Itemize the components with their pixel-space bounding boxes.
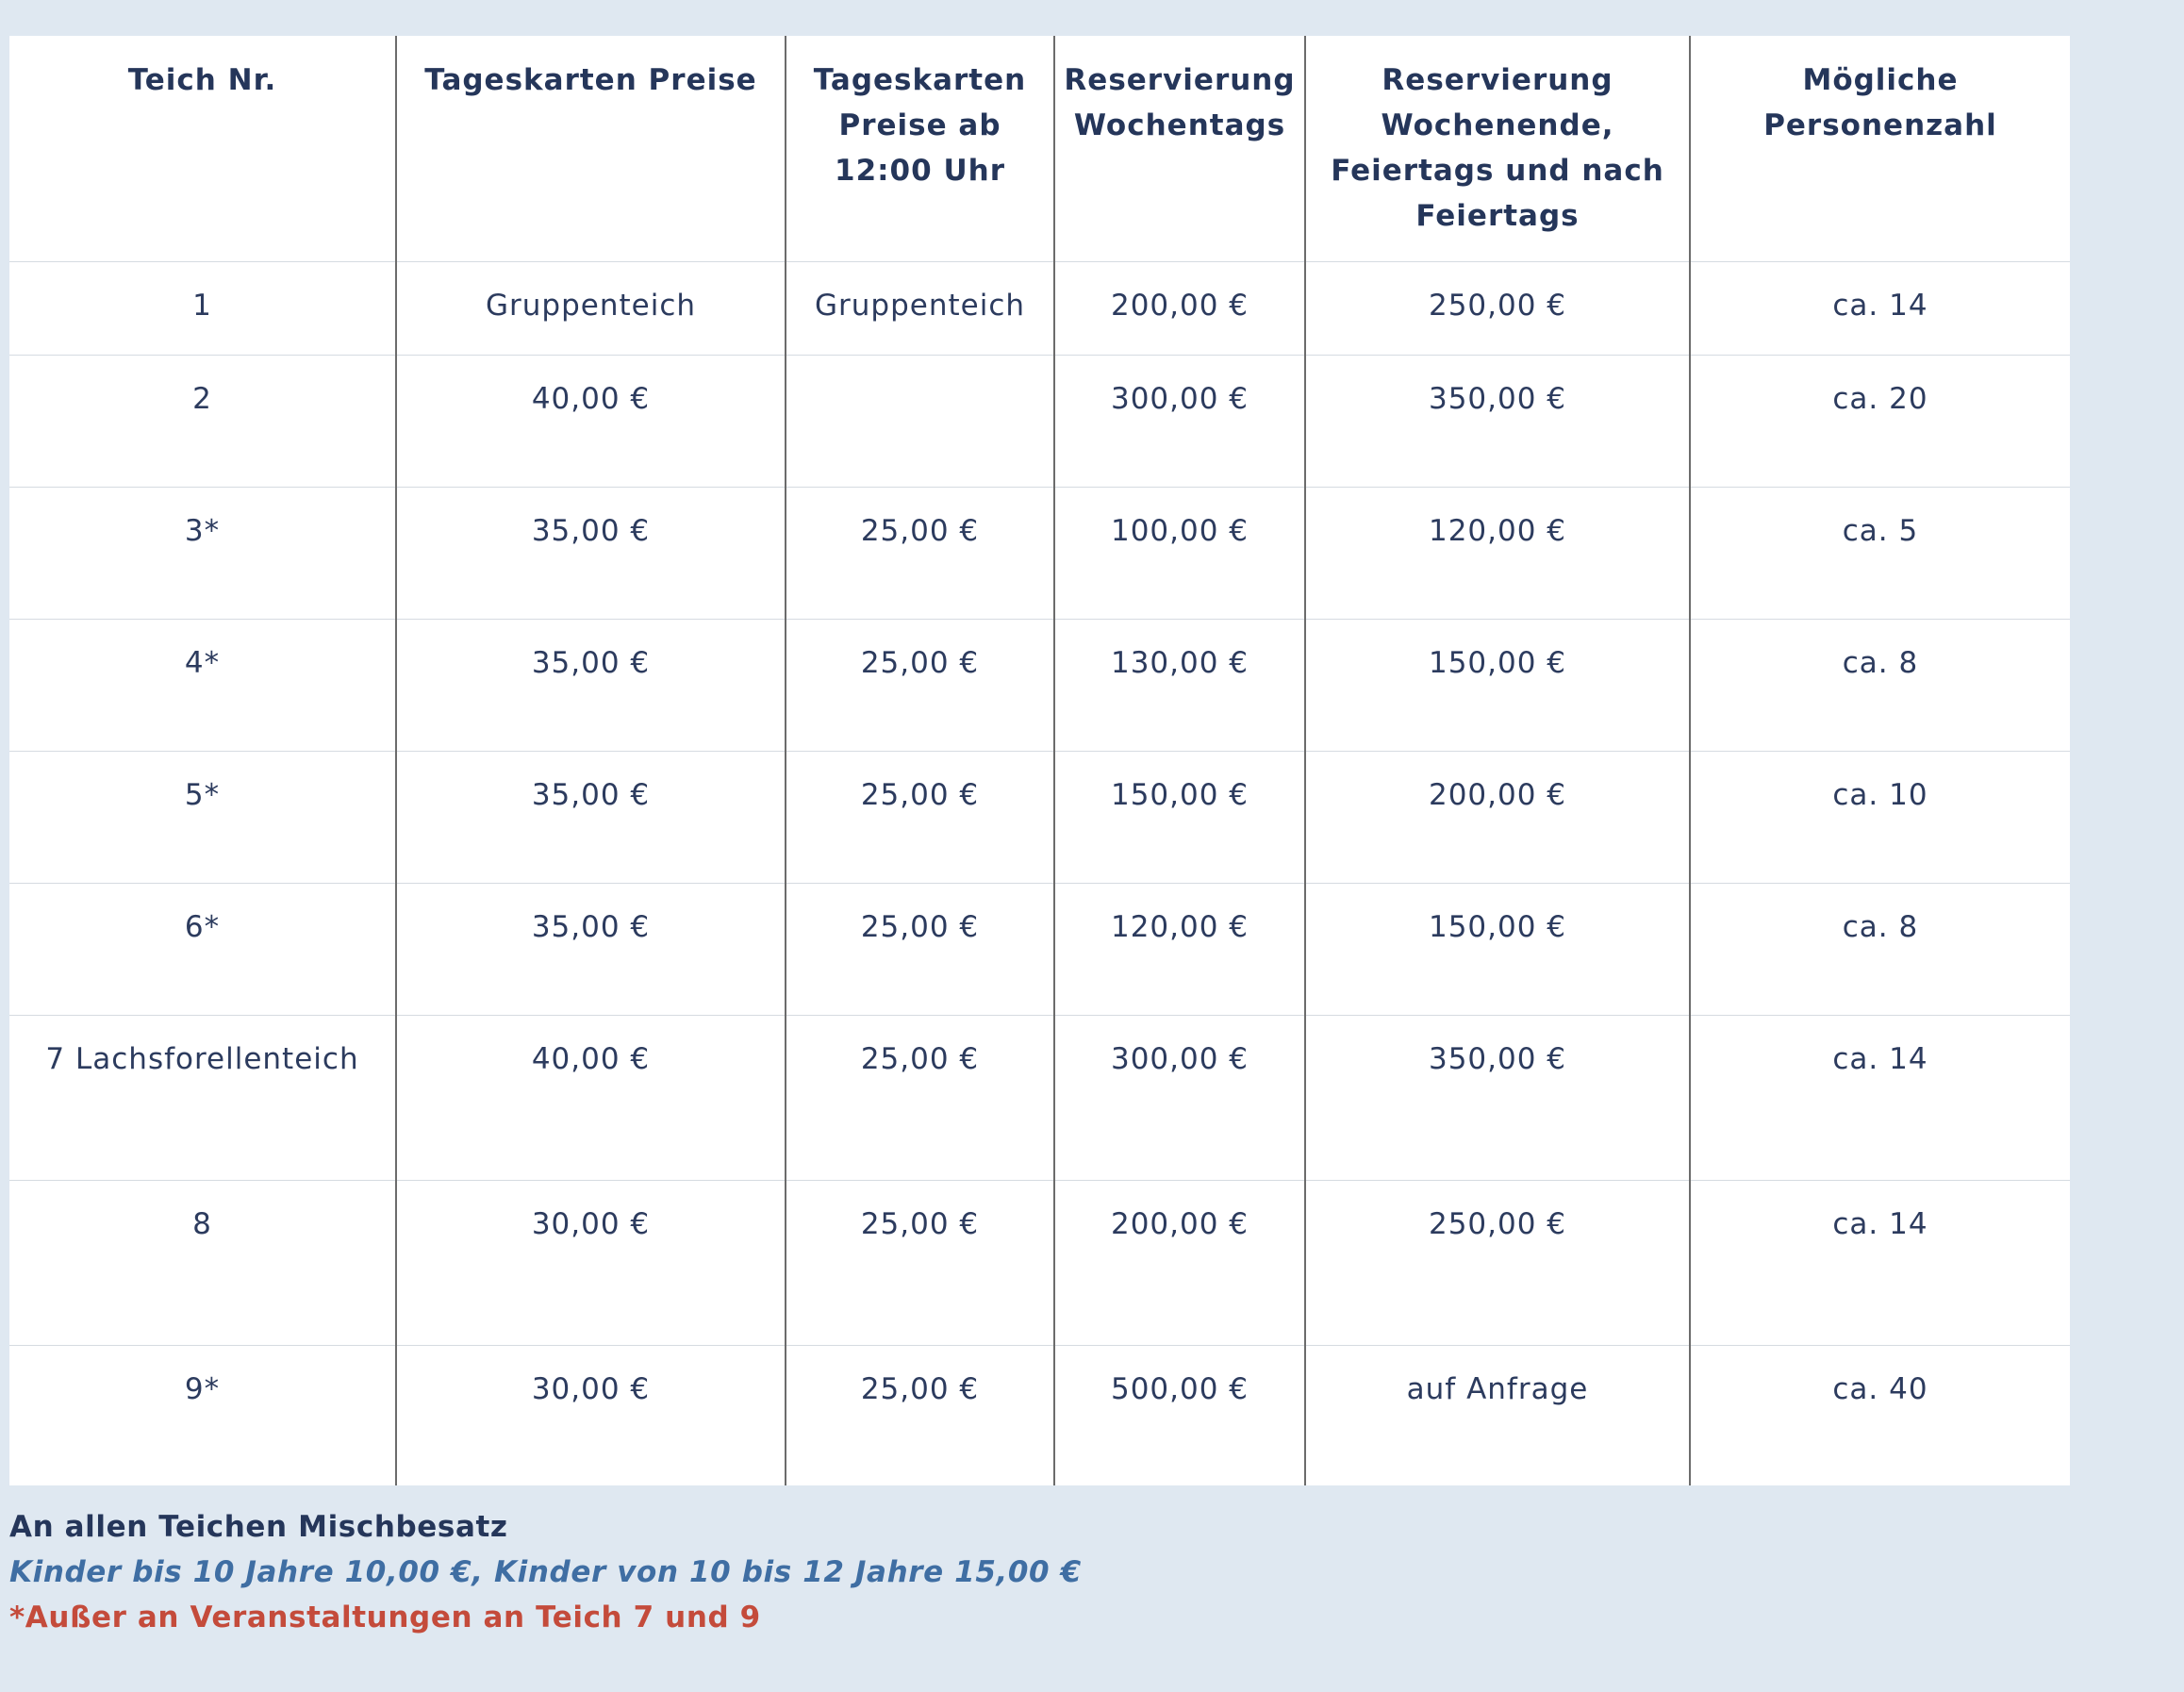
cell-pond-number: 9* [9,1346,396,1486]
notes-section [9,1504,1082,1640]
cell-persons: ca. 14 [1690,262,2070,356]
cell-persons: ca. 10 [1690,752,2070,884]
header-pond-number: Teich Nr. [9,36,396,262]
cell-noon-price: 25,00 € [786,884,1054,1016]
cell-day-price: 35,00 € [396,620,786,752]
cell-noon-price: 25,00 € [786,620,1054,752]
cell-weekday-reservation: 150,00 € [1054,752,1305,884]
header-day-ticket-price: Tageskarten Preise [396,36,786,262]
cell-noon-price [786,356,1054,488]
cell-persons: ca. 8 [1690,620,2070,752]
cell-weekend-reservation: 150,00 € [1305,884,1690,1016]
cell-noon-price: 25,00 € [786,1016,1054,1181]
note-children-prices: Kinder bis 10 Jahre 10,00 €, Kinder von 10 bis 12 Jahre 15,00 € [9,1555,1082,1589]
cell-day-price: 35,00 € [396,884,786,1016]
cell-noon-price: Gruppenteich [786,262,1054,356]
cell-weekend-reservation: 200,00 € [1305,752,1690,884]
cell-weekend-reservation: 350,00 € [1305,356,1690,488]
header-reservation-weekend: Reservierung Wochenende, Feiertags und nach Feiertags [1305,36,1690,262]
cell-weekday-reservation: 200,00 € [1054,1181,1305,1346]
cell-day-price: 40,00 € [396,356,786,488]
cell-pond-number: 3* [9,488,396,620]
header-day-ticket-price-noon: Tageskarten Preise ab 12:00 Uhr [786,36,1054,262]
cell-pond-number: 2 [9,356,396,488]
cell-day-price: 35,00 € [396,488,786,620]
cell-day-price: Gruppenteich [396,262,786,356]
cell-pond-number: 7 Lachsforellenteich [9,1016,396,1181]
cell-weekend-reservation: 120,00 € [1305,488,1690,620]
table-row [9,356,2070,488]
table-row [9,488,2070,620]
cell-pond-number: 4* [9,620,396,752]
note-mixed-stock: An allen Teichen Mischbesatz [9,1510,508,1544]
header-max-persons: Mögliche Personenzahl [1690,36,2070,262]
cell-weekend-reservation: 250,00 € [1305,262,1690,356]
cell-day-price: 35,00 € [396,752,786,884]
cell-weekend-reservation: 250,00 € [1305,1181,1690,1346]
cell-noon-price: 25,00 € [786,1181,1054,1346]
cell-weekend-reservation: 350,00 € [1305,1016,1690,1181]
cell-weekday-reservation: 300,00 € [1054,1016,1305,1181]
table-row [9,1016,2070,1181]
table-row [9,620,2070,752]
cell-noon-price: 25,00 € [786,1346,1054,1486]
cell-weekday-reservation: 500,00 € [1054,1346,1305,1486]
cell-weekday-reservation: 130,00 € [1054,620,1305,752]
table-row [9,1181,2070,1346]
price-table [9,36,2070,1485]
cell-weekday-reservation: 200,00 € [1054,262,1305,356]
cell-weekday-reservation: 300,00 € [1054,356,1305,488]
cell-weekend-reservation: 150,00 € [1305,620,1690,752]
cell-persons: ca. 14 [1690,1016,2070,1181]
cell-day-price: 30,00 € [396,1181,786,1346]
table-header-row [9,36,2070,262]
cell-pond-number: 5* [9,752,396,884]
cell-persons: ca. 8 [1690,884,2070,1016]
cell-pond-number: 8 [9,1181,396,1346]
cell-persons: ca. 40 [1832,1372,1928,1406]
cell-noon-price: 25,00 € [786,488,1054,620]
cell-day-price: 40,00 € [396,1016,786,1181]
table-row [9,884,2070,1016]
cell-persons: ca. 14 [1690,1181,2070,1346]
cell-weekday-reservation: 100,00 € [1054,488,1305,620]
table-row [9,262,2070,356]
cell-pond-number: 1 [9,262,396,356]
cell-weekday-reservation: 120,00 € [1054,884,1305,1016]
cell-persons: ca. 5 [1690,488,2070,620]
cell-noon-price: 25,00 € [786,752,1054,884]
cell-day-price: 30,00 € [396,1346,786,1486]
note-exception: *Außer an Veranstaltungen an Teich 7 und 9 [9,1601,761,1634]
header-reservation-weekday: Reservierung Wochentags [1054,36,1305,262]
cell-pond-number: 6* [9,884,396,1016]
table-row [9,752,2070,884]
cell-persons: ca. 20 [1690,356,2070,488]
price-table-container [9,36,2070,1485]
table-row [9,1346,2070,1486]
cell-weekend-reservation: auf Anfrage [1305,1346,1690,1486]
